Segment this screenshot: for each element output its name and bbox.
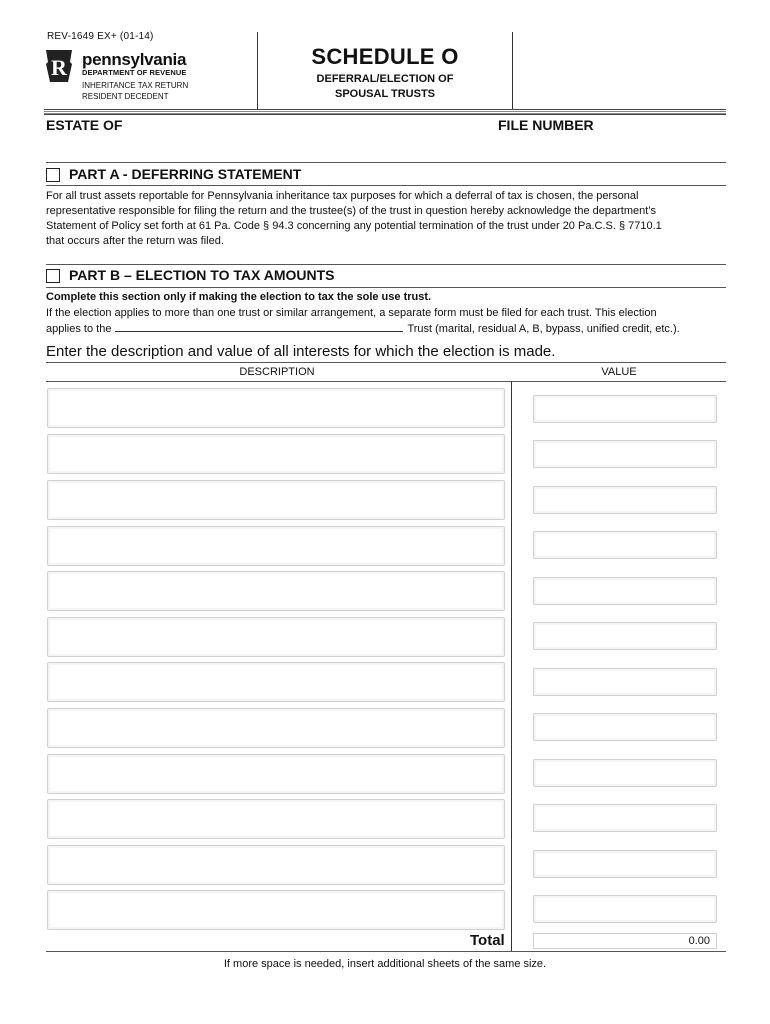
department-name: DEPARTMENT OF REVENUE: [82, 68, 187, 77]
value-field-12[interactable]: [533, 895, 717, 923]
description-field-10[interactable]: [47, 799, 505, 839]
table-header-rule: [46, 381, 726, 382]
svg-text:R: R: [51, 55, 67, 80]
description-field-12[interactable]: [47, 890, 505, 930]
value-field-4[interactable]: [533, 531, 717, 559]
return-type: INHERITANCE TAX RETURN: [82, 81, 189, 90]
description-field-11[interactable]: [47, 845, 505, 885]
table-top-rule: [46, 362, 726, 363]
table-bottom-rule: [46, 951, 726, 952]
part-a-top-rule: [46, 162, 726, 163]
brand-name: pennsylvania: [82, 50, 187, 69]
total-value: 0.00: [688, 935, 710, 947]
value-field-9[interactable]: [533, 759, 717, 787]
form-code: REV-1649 EX+ (01-14): [47, 31, 154, 42]
total-field[interactable]: [533, 933, 717, 949]
description-field-5[interactable]: [47, 571, 505, 611]
value-field-3[interactable]: [533, 486, 717, 514]
description-field-9[interactable]: [47, 754, 505, 794]
schedule-title: SCHEDULE O: [311, 44, 459, 69]
value-field-8[interactable]: [533, 713, 717, 741]
header-rule: [44, 109, 726, 115]
part-a-text-line-1: For all trust assets reportable for Pennsylvania inheritance tax purposes for which a deferral of tax is chosen, the personal: [46, 190, 639, 202]
value-field-2[interactable]: [533, 440, 717, 468]
trust-type-blank[interactable]: [115, 321, 403, 332]
part-b-text-line-1: If the election applies to more than one trust or similar arrangement, a separate form must be filed for each trust. This election: [46, 307, 657, 319]
value-field-7[interactable]: [533, 668, 717, 696]
description-field-8[interactable]: [47, 708, 505, 748]
estate-of-label: ESTATE OF: [46, 117, 123, 133]
part-b-checkbox[interactable]: [46, 269, 60, 283]
part-b-text-line-2: [46, 321, 680, 338]
entry-instruction: Enter the description and value of all interests for which the election is made.: [46, 343, 556, 360]
part-a-text-line-3: Statement of Policy set forth at 61 Pa. Code § 94.3 concerning any potential termination of the trust under 20 Pa.C.S. § 7710.1: [46, 220, 662, 232]
decedent-type: RESIDENT DECEDENT: [82, 92, 169, 101]
applies-to-label: applies to the: [46, 323, 112, 335]
part-a-title: PART A - DEFERRING STATEMENT: [69, 166, 302, 182]
part-a-text-line-4: that occurs after the return was filed.: [46, 235, 224, 247]
description-field-2[interactable]: [47, 434, 505, 474]
description-column-header: DESCRIPTION: [239, 366, 315, 378]
file-number-label: FILE NUMBER: [498, 117, 594, 133]
part-b-instruction: Complete this section only if making the election to tax the sole use trust.: [46, 291, 432, 303]
description-field-3[interactable]: [47, 480, 505, 520]
table-column-divider: [511, 381, 512, 951]
description-field-4[interactable]: [47, 526, 505, 566]
total-label: Total: [470, 932, 505, 949]
schedule-subtitle-2: SPOUSAL TRUSTS: [334, 88, 436, 100]
value-field-1[interactable]: [533, 395, 717, 423]
part-b-title: PART B – ELECTION TO TAX AMOUNTS: [69, 267, 335, 283]
part-a-text-line-2: representative responsible for filing the return and the trustee(s) of the trust in question hereby acknowledge the department’s: [46, 205, 657, 217]
pa-keystone-logo: [44, 48, 74, 84]
value-field-11[interactable]: [533, 850, 717, 878]
description-field-6[interactable]: [47, 617, 505, 657]
description-field-7[interactable]: [47, 662, 505, 702]
trust-type-suffix: Trust (marital, residual A, B, bypass, unified credit, etc.).: [407, 323, 680, 335]
value-field-6[interactable]: [533, 622, 717, 650]
schedule-subtitle-1: DEFERRAL/ELECTION OF: [316, 73, 454, 85]
footer-note: If more space is needed, insert additional sheets of the same size.: [223, 958, 547, 970]
part-a-checkbox[interactable]: [46, 168, 60, 182]
value-field-5[interactable]: [533, 577, 717, 605]
value-field-10[interactable]: [533, 804, 717, 832]
part-a-bottom-rule: [46, 185, 726, 186]
part-b-bottom-rule: [46, 287, 726, 288]
part-b-top-rule: [46, 264, 726, 265]
value-column-header: VALUE: [601, 366, 637, 378]
description-field-1[interactable]: [47, 388, 505, 428]
header-divider-right: [512, 32, 513, 110]
